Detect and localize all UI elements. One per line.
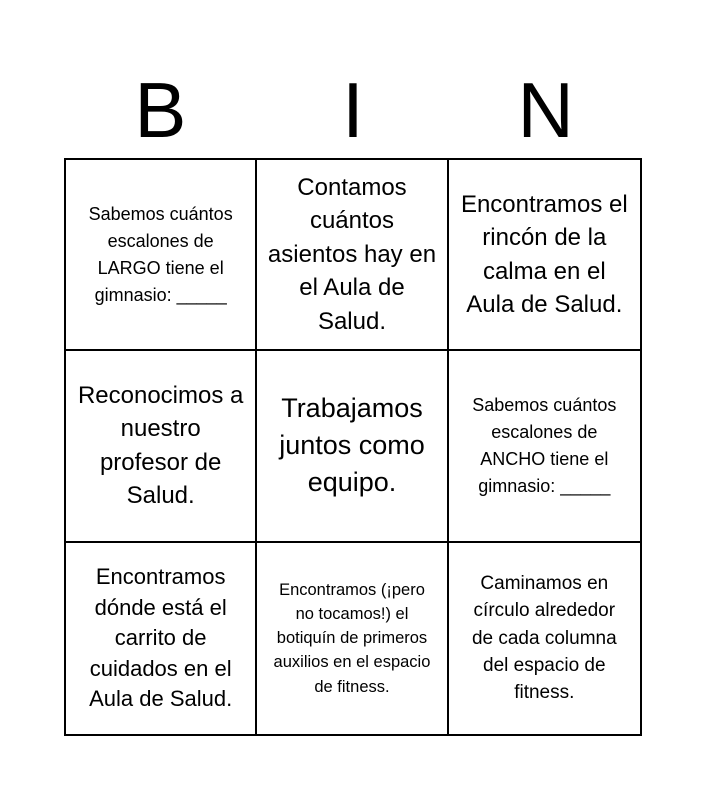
bingo-cell-r2c1[interactable]	[66, 351, 257, 542]
header-letter-i: I	[342, 66, 364, 154]
header-letter-n: N	[517, 66, 574, 154]
bingo-cell-text: Contamos cuántos asientos hay en el Aula de Salud.	[267, 173, 437, 335]
bingo-cell-r3c3[interactable]	[449, 543, 640, 734]
bingo-cell-r1c1[interactable]	[66, 160, 257, 351]
bingo-cell-r1c2[interactable]	[257, 160, 448, 351]
bingo-cell-text: Reconocimos a nuestro profesor de Salud.	[77, 381, 244, 510]
bingo-cell-r1c3[interactable]	[449, 160, 640, 351]
bingo-grid	[64, 158, 642, 736]
bingo-cell-r3c1[interactable]	[66, 543, 257, 734]
header-letter-b: B	[134, 66, 187, 154]
bingo-cell-r3c2[interactable]	[257, 543, 448, 734]
bingo-cell-r2c3[interactable]	[449, 351, 640, 542]
bingo-cell-text: Sabemos cuántos escalones de ANCHO tiene el gimnasio: _____	[472, 394, 617, 496]
bingo-cell-text: Encontramos (¡pero no tocamos!) el botiquín de primeros auxilios en el espacio de fitness.	[273, 580, 431, 696]
bingo-header	[64, 62, 642, 158]
bingo-cell-text: Sabemos cuántos escalones de LARGO tiene el gimnasio: _____	[88, 203, 233, 305]
bingo-cell-text: Trabajamos juntos como equipo.	[279, 393, 425, 498]
bingo-cell-r2c2[interactable]	[257, 351, 448, 542]
bingo-cell-text: Caminamos en círculo alrededor de cada columna del espacio de fitness.	[471, 573, 617, 704]
bingo-cell-text: Encontramos el rincón de la calma en el Aula de Salud.	[460, 190, 628, 319]
bingo-cell-text: Encontramos dónde está el carrito de cuidados en el Aula de Salud.	[89, 564, 233, 712]
